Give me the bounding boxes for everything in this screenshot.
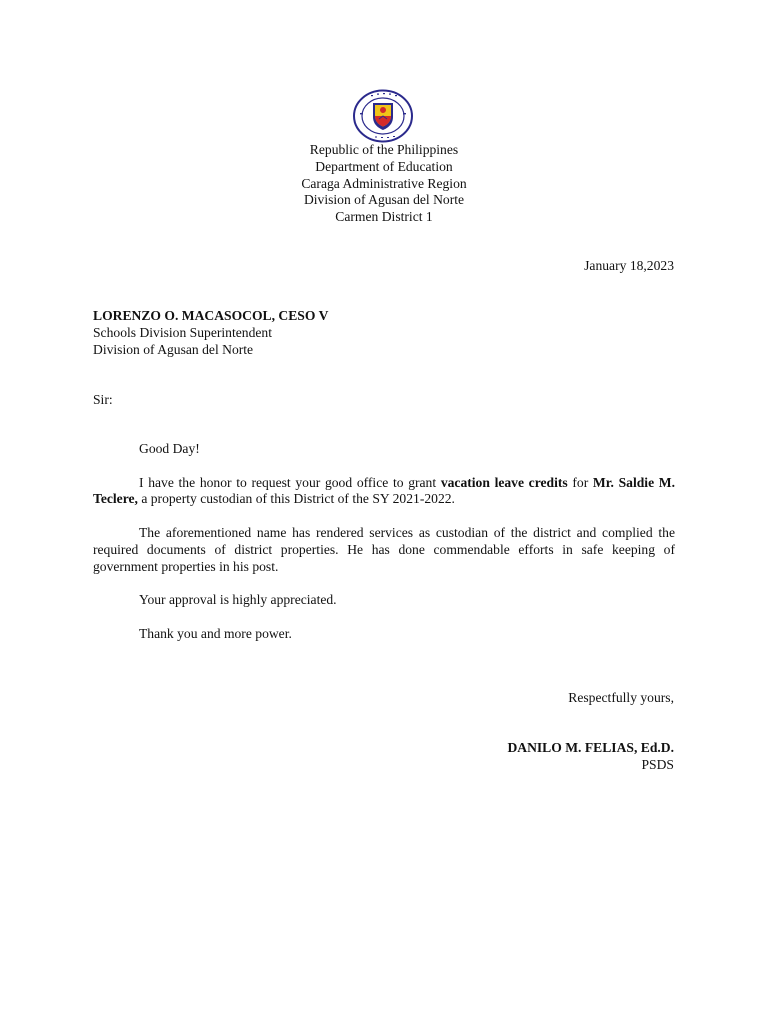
deped-seal-logo (351, 89, 415, 143)
thanks-paragraph: Thank you and more power. (139, 625, 292, 641)
greeting-paragraph: Good Day! (139, 441, 200, 456)
letter-date: January 18,2023 (584, 258, 674, 273)
signer-position: PSDS (641, 756, 674, 772)
signer-name: DANILO M. FELIAS, Ed.D. (507, 740, 674, 755)
header-region: Caraga Administrative Region (301, 175, 467, 191)
addressee-office: Division of Agusan del Norte (93, 341, 254, 357)
letter-body (93, 441, 675, 643)
approval-paragraph: Your approval is highly appreciated. (139, 592, 337, 608)
letterhead (0, 142, 768, 226)
salutation: Sir: (93, 392, 113, 407)
header-country: Republic of the Philippines (309, 142, 459, 157)
header-department: Department of Education (315, 158, 453, 174)
request-leave-type: vacation leave credits (440, 474, 568, 490)
signature-block (507, 740, 674, 774)
request-text-3: a property custodian of this District of the SY 2021-2022. (137, 491, 455, 507)
header-district: Carmen District 1 (335, 209, 433, 225)
addressee-name: LORENZO O. MACASOCOL, CESO V (93, 308, 329, 323)
request-text-2: for (567, 474, 593, 490)
request-employee-name: Mr. Saldie M. Teclere, (93, 474, 676, 507)
header-division: Division of Agusan del Norte (303, 192, 465, 208)
services-paragraph: The aforementioned name has rendered services as custodian of the district and complied the required documents of district properties. He has done commendable efforts in safe keeping of government properties in his post. (93, 524, 675, 574)
request-text-1: I have the honor to request your good office to grant (139, 474, 441, 490)
request-paragraph (93, 475, 675, 509)
complimentary-closing: Respectfully yours, (568, 690, 674, 705)
addressee-title: Schools Division Superintendent (93, 324, 272, 340)
addressee-block (93, 308, 328, 358)
